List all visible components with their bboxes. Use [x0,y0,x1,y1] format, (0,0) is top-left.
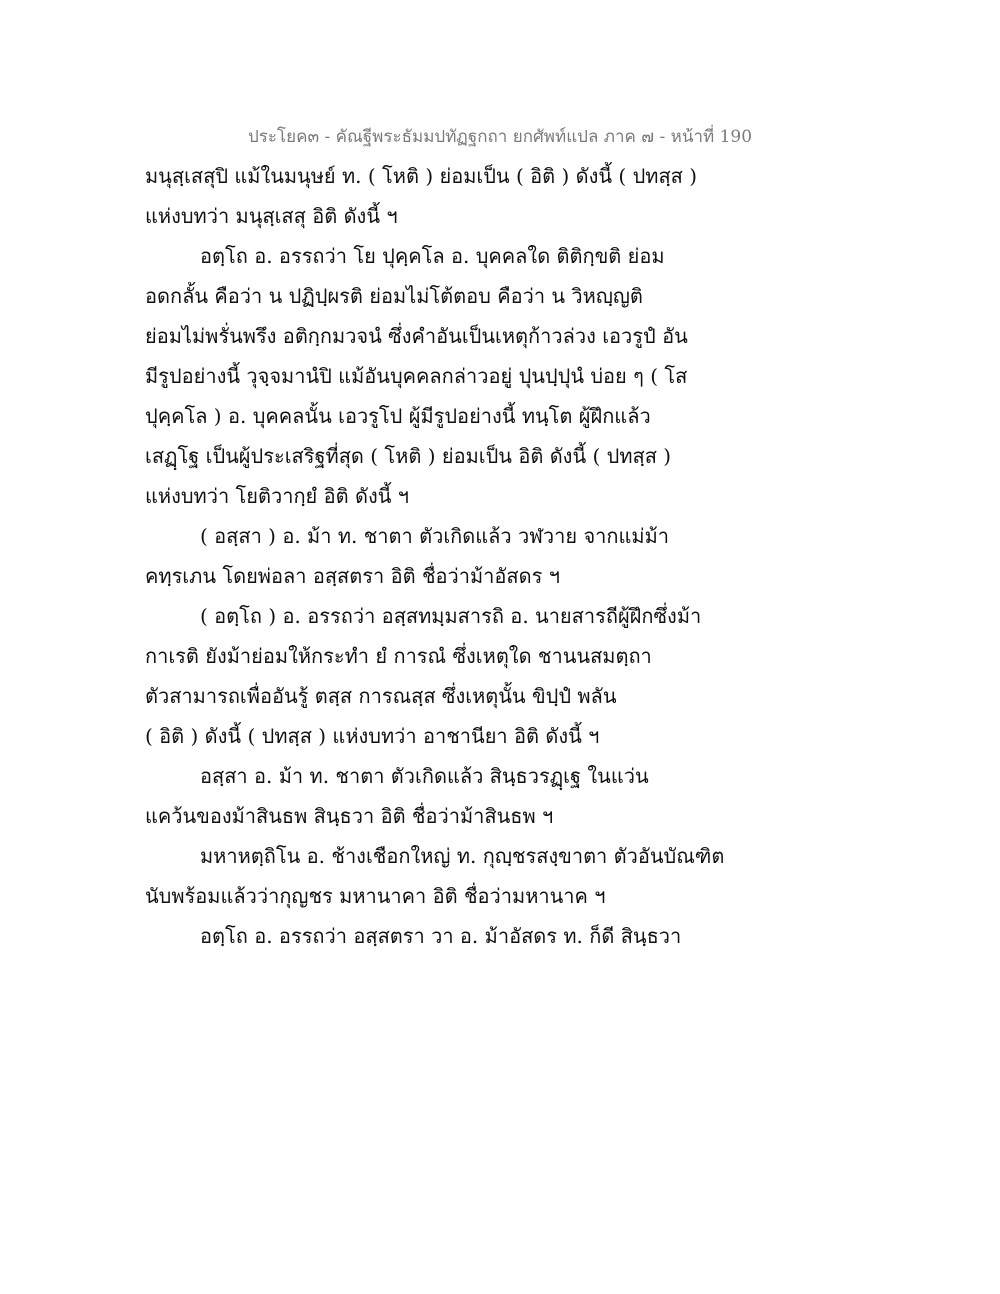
text-line: มีรูปอย่างนี้ วุจฺจมานํปิ แม้อันบุคคลกล่าวอยู่ ปุนปฺปุนํ บ่อย ๆ ( โส [145,364,688,388]
text-line: ( อตฺโถ ) อ. อรรถว่า อสฺสทมฺมสารถิ อ. นายสารถีผู้ฝึกซึ่งม้า [200,604,702,628]
text-line: ตัวสามารถเพื่ออันรู้ ตสฺส การณสฺส ซึ่งเหตุนั้น ขิปฺปํ พลัน [145,684,617,708]
text-line: ปุคฺคโล ) อ. บุคคลนั้น เอวรูโป ผู้มีรูปอย่างนี้ ทนฺโต ผู้ฝึกแล้ว [145,404,651,428]
text-line: นับพร้อมแล้วว่ากุญชร มหานาคา อิติ ชื่อว่ามหานาค ฯ [145,884,606,908]
page-header: ประโยค๓ - คัณฐีพระธัมมปทัฏฐกถา ยกศัพท์แปล ภาค ๗ - หน้าที่ 190 [247,127,753,147]
text-line: มหาหตฺถิโน อ. ช้างเชือกใหญ่ ท. กุญฺชรสงฺขาตา ตัวอันบัณฑิต [200,844,725,868]
text-line: ( อิติ ) ดังนี้ ( ปทสฺส ) แห่งบทว่า อาชานียา อิติ ดังนี้ ฯ [145,724,600,748]
text-line: อตฺโถ อ. อรรถว่า โย ปุคฺคโล อ. บุคคลใด ติติกฺขติ ย่อม [200,244,665,268]
text-line: ( อสฺสา ) อ. ม้า ท. ชาตา ตัวเกิดแล้ว วฬวาย จากแม่ม้า [200,524,669,548]
text-line: แห่งบทว่า มนุสฺเสสุ อิติ ดังนี้ ฯ [145,204,398,228]
text-line: อสฺสา อ. ม้า ท. ชาตา ตัวเกิดแล้ว สินฺธวรฏฺเฐ ในแว่น [200,764,649,788]
text-line: อตฺโถ อ. อรรถว่า อสฺสตรา วา อ. ม้าอัสดร ท. ก็ดี สินฺธวา [200,924,682,948]
text-line: แห่งบทว่า โยติวากฺยํ อิติ ดังนี้ ฯ [145,484,410,508]
text-line: คทฺรเภน โดยพ่อลา อสฺสตรา อิติ ชื่อว่าม้าอัสดร ฯ [145,564,560,588]
text-line: กาเรติ ยังม้าย่อมให้กระทำ ยํ การณํ ซึ่งเหตุใด ชานนสมตฺถา [145,644,652,668]
text-line: ย่อมไม่พรั่นพรึง อติกฺกมวจนํ ซึ่งคำอันเป็นเหตุก้าวล่วง เอวรูปํ อัน [145,324,688,348]
text-line: อดกลั้น คือว่า น ปฏิปฺผรติ ย่อมไม่โต้ตอบ คือว่า น วิหญฺญติ [145,284,643,308]
text-line: แคว้นของม้าสินธพ สินฺธวา อิติ ชื่อว่าม้าสินธพ ฯ [145,804,554,828]
body-text [145,156,765,956]
text-line: มนุสฺเสสุปิ แม้ในมนุษย์ ท. ( โหติ ) ย่อมเป็น ( อิติ ) ดังนี้ ( ปทสฺส ) [145,164,698,188]
text-line: เสฏฺโฐ เป็นผู้ประเสริฐที่สุด ( โหติ ) ย่อมเป็น อิติ ดังนี้ ( ปทสฺส ) [145,444,672,468]
